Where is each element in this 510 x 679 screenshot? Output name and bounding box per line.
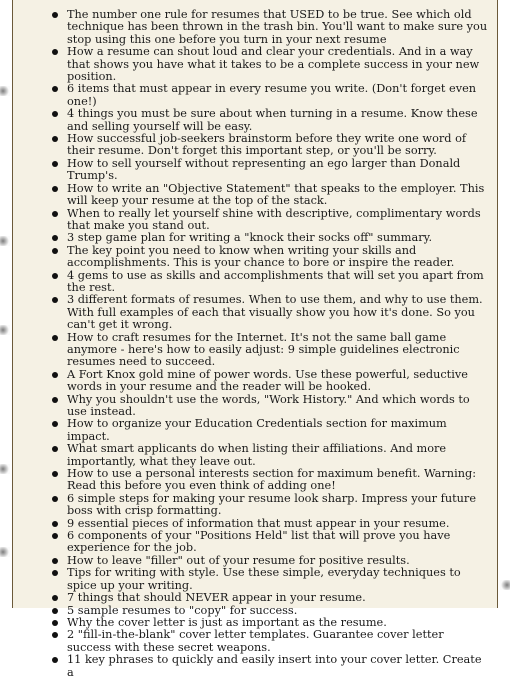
list-item: When to really let yourself shine with descriptive, complimentary words that make you stand out. [67, 208, 489, 233]
list-item: 3 step game plan for writing a "knock their socks off" summary. [67, 232, 489, 244]
list-item: How to use a personal interests section for maximum benefit. Warning: Read this before you even think of adding one! [67, 468, 489, 493]
list-item: 5 sample resumes to "copy" for success. [67, 605, 489, 617]
list-item: A Fort Knox gold mine of power words. Use these powerful, seductive words in your resume and the reader will be hooked. [67, 369, 489, 394]
list-item: How to organize your Education Credentials section for maximum impact. [67, 418, 489, 443]
list-item: How to sell yourself without representing an ego larger than Donald Trump's. [67, 158, 489, 183]
page-edge-shadow [496, 576, 510, 596]
list-item: How a resume can shout loud and clear your credentials. And in a way that shows you have what it takes to be a complete success in your new position. [67, 46, 489, 83]
list-item: The key point you need to know when writing your skills and accomplishments. This is your chance to bore or inspire the reader. [67, 245, 489, 270]
benefits-bullet-list [43, 9, 489, 679]
sales-letter-panel [12, 0, 498, 679]
list-item: 3 different formats of resumes. When to use them, and why to use them. With full examples of each that visually show you how it's done. So you can't get it wrong. [67, 294, 489, 331]
list-item: How to craft resumes for the Internet. It's not the same ball game anymore - here's how to easily adjust: 9 simple guidelines electronic resumes need to succeed. [67, 332, 489, 369]
list-item: The number one rule for resumes that USED to be true. See which old technique has been thrown in the trash bin. You'll want to make sure you stop using this one before you turn in your next resume [67, 8, 488, 46]
list-item: 9 essential pieces of information that must appear in your resume. [67, 518, 489, 530]
list-item: 7 things that should NEVER appear in your resume. [67, 592, 489, 604]
list-item: 6 simple steps for making your resume look sharp. Impress your future boss with crisp formatting. [67, 493, 489, 518]
list-item: 6 items that must appear in every resume you write. (Don't forget even one!) [67, 83, 489, 108]
list-item: How successful job-seekers brainstorm before they write one word of their resume. Don't forget this important step, or you'll be sorry. [67, 133, 489, 158]
list-item: 6 components of your "Positions Held" list that will prove you have experience for the job. [67, 530, 489, 555]
list-item: 11 key phrases to quickly and easily insert into your cover letter. Create a [67, 654, 489, 679]
list-item: How to leave "filler" out of your resume for positive results. [67, 555, 489, 567]
list-item: Tips for writing with style. Use these simple, everyday techniques to spice up your writing. [67, 567, 489, 592]
list-item: 4 things you must be sure about when turning in a resume. Know these and selling yourself will be easy. [67, 108, 489, 133]
list-item: Why the cover letter is just as important as the resume. [67, 617, 489, 629]
list-item: What smart applicants do when listing their affiliations. And more importantly, what they leave out. [67, 443, 489, 468]
list-item: 4 gems to use as skills and accomplishments that will set you apart from the rest. [67, 270, 489, 295]
list-item: 2 "fill-in-the-blank" cover letter templates. Guarantee cover letter success with these secret weapons. [67, 629, 489, 654]
list-item: How to write an "Objective Statement" that speaks to the employer. This will keep your resume at the top of the stack. [67, 183, 489, 208]
list-item: Why you shouldn't use the words, "Work History." And which words to use instead. [67, 394, 489, 419]
